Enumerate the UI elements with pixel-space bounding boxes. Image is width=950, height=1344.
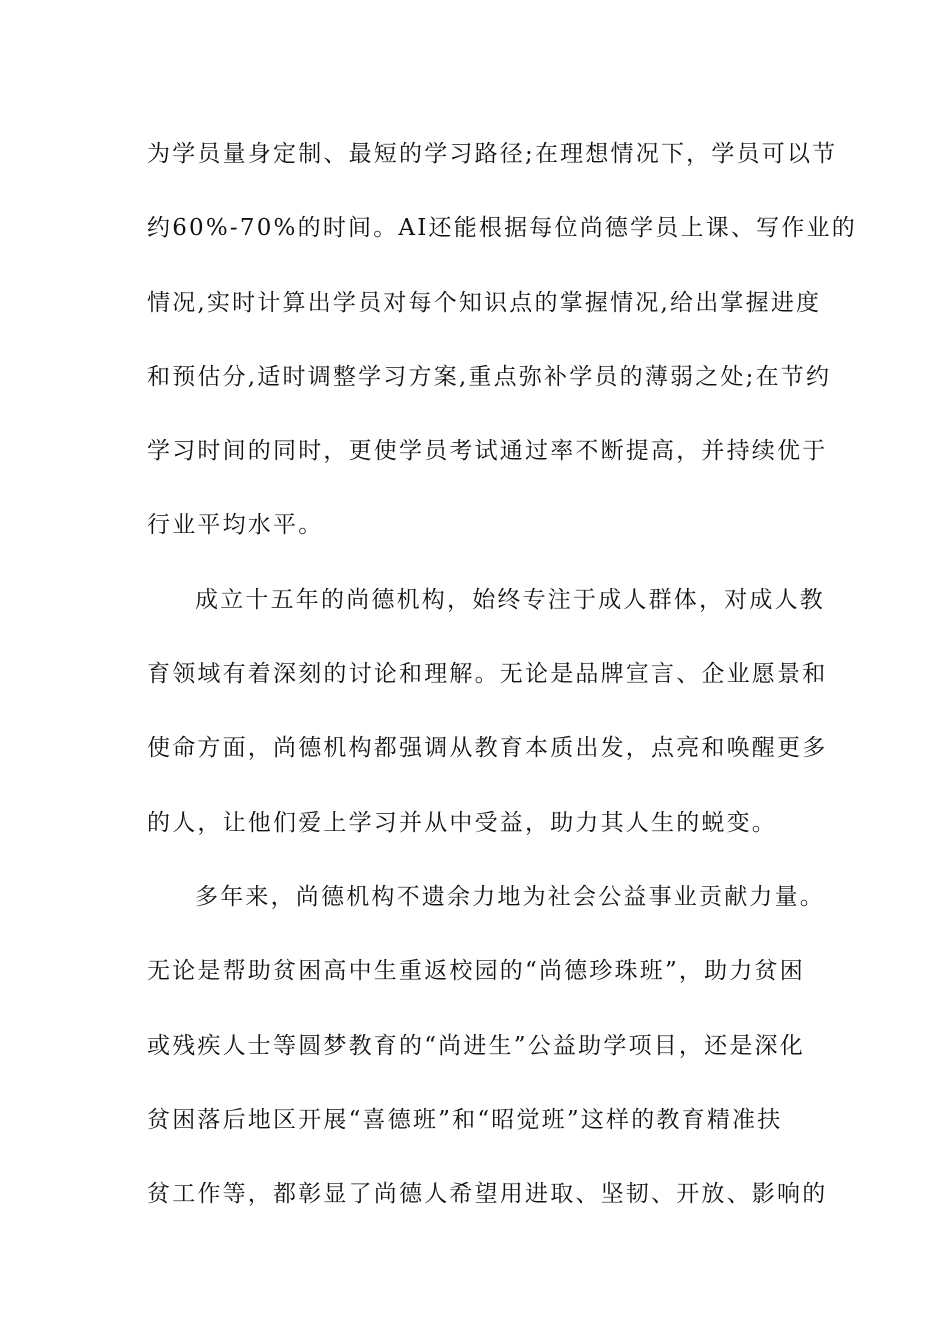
paragraph-3-line-5: 贫工作等，都彰显了尚德人希望用进取、坚韧、开放、影响的 [147,1181,828,1208]
paragraph-2-line-3: 使命方面，尚德机构都强调从教育本质出发，点亮和唤醒更多 [147,735,828,762]
body-text [147,124,857,1238]
paragraph-3-line-3: 或残疾人士等圆梦教育的“尚进生”公益助学项目，还是深化 [147,1032,805,1059]
paragraph-1-line-6: 行业平均水平。 [147,512,324,539]
paragraph-3-line-4: 贫困落后地区开展“喜德班”和“昭觉班”这样的教育精准扶 [147,1106,783,1133]
paragraph-3-line-1: 多年来，尚德机构不遗余力地为社会公益事业贡献力量。 [195,883,825,910]
paragraph-2-line-1: 成立十五年的尚德机构，始终专注于成人群体，对成人教 [195,586,825,613]
paragraph-2-line-2: 育领域有着深刻的讨论和理解。无论是品牌宣言、企业愿景和 [147,661,828,688]
paragraph-1-line-5: 学习时间的同时，更使学员考试通过率不断提高，并持续优于 [147,438,828,465]
paragraph-1-line-1: 为学员量身定制、最短的学习路径;在理想情况下，学员可以节 [147,141,838,167]
paragraph-1-line-2: 约60%-70%的时间。AI还能根据每位尚德学员上课、写作业的 [147,215,857,242]
paragraph-1-line-4: 和预估分,适时调整学习方案,重点弥补学员的薄弱之处;在节约 [147,363,832,390]
paragraph-3-line-2: 无论是帮助贫困高中生重返校园的“尚德珍珠班”，助力贫困 [147,958,805,985]
paragraph-2-line-4: 的人，让他们爱上学习并从中受益，助力其人生的蜕变。 [147,809,777,836]
paragraph-1-line-3: 情况,实时计算出学员对每个知识点的掌握情况,给出掌握进度 [147,289,822,316]
